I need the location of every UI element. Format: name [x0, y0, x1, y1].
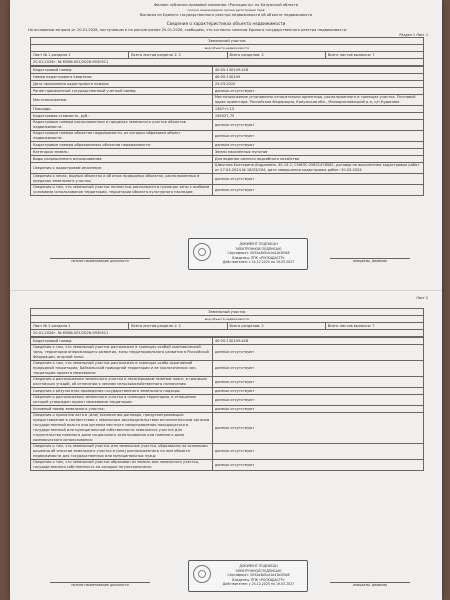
- field-label: Сведения о лесах, водных объектах и об иных природных объектах, расположенных в пределах земельного участка:: [31, 174, 213, 185]
- field-value: 194527,75: [212, 113, 423, 120]
- field-label: Кадастровые номера образованных объектов недвижимости:: [31, 142, 213, 149]
- stamp-line: Действителен: с 24.12.2025 по 19.03.2027: [222, 582, 295, 586]
- stamp-line: ЭЛЕКТРОННОЙ ПОДПИСЬЮ: [235, 246, 282, 251]
- table-row: [31, 113, 424, 120]
- meta-cell: Лист № 2 раздела 1: [31, 323, 129, 330]
- table-row: [31, 106, 424, 113]
- stamp-line: Действителен: с 24.12.2025 по 19.03.2027: [222, 260, 295, 264]
- field-label: Сведения о принятии акта и (или) заключении договора, предусматривающих предоставление в соответствии с земельным законодательством исполнительным органом государственной власти или органом местного самоуправления находящегося в государственной или муниципальной собственности земельного участка для строительства наемного дома социального использования или наемного дома коммерческого использования:: [31, 413, 213, 444]
- page-2: [10, 294, 442, 600]
- stamp-line: Владелец: ППК «РОСКАДАСТР»: [232, 255, 285, 260]
- field-value: данные отсутствуют: [212, 395, 423, 406]
- document-number: 20.01.2026г. № КУВИ-001/2026-9930511: [31, 59, 424, 66]
- field-value: 40:05:130109:428: [212, 338, 423, 345]
- meta-cell: Всего листов выписки: 7: [325, 52, 423, 59]
- field-value: данные отсутствуют: [212, 444, 423, 460]
- table-row: [31, 388, 424, 395]
- field-value: 40:05:130109: [212, 74, 423, 81]
- object-kind-caption: вид объекта недвижимости: [31, 45, 424, 52]
- field-label: Местоположение:: [31, 95, 213, 106]
- table-row: [31, 149, 424, 156]
- stamp-line: Владелец: ППК «РОСКАДАСТР»: [232, 577, 285, 582]
- table-row: [31, 395, 424, 406]
- table-row: [31, 120, 424, 131]
- object-kind: Земельный участок: [31, 38, 424, 45]
- table-row: [31, 406, 424, 413]
- table-row: [31, 174, 424, 185]
- stamp-line: ЭЛЕКТРОННОЙ ПОДПИСЬЮ: [235, 568, 282, 573]
- meta-cell: Всего листов раздела 1: 2: [129, 52, 227, 59]
- table-row: [31, 444, 424, 460]
- field-label: Сведения о расположении земельного участка в лесопарковом зеленом поясе, в границах охотничьих угодий, об отнесении к землям сельскохозяйственного назначения:: [31, 377, 213, 388]
- field-label: Ранее присвоенный государственный учетный номер:: [31, 88, 213, 95]
- field-label: Площадь:: [31, 106, 213, 113]
- field-label: Сведения о том, что земельный участок расположен в границах особо охраняемой природной территории, Байкальской природной территории и ее экологических зон, территории проекта межевания:: [31, 361, 213, 377]
- field-label: Дата присвоения кадастрового номера:: [31, 81, 213, 88]
- field-value: Шмыгова Екатерина Андреевна, 40-15-1, СНИЛС 05831478562, договор на выполнение кадастровых работ от 27.03.2024 № 18/03/204, дата завершения кадастровых работ: 20.03.2024: [212, 163, 423, 174]
- field-label: Сведения о результатах проведения государственного земельного надзора:: [31, 388, 213, 395]
- table-row: [31, 361, 424, 377]
- electronic-signature-stamp: [188, 560, 308, 592]
- field-value: данные отсутствуют: [212, 174, 423, 185]
- table-row: [31, 377, 424, 388]
- page-divider: [10, 290, 442, 291]
- field-label: Сведения о кадастровом инженере:: [31, 163, 213, 174]
- field-value: данные отсутствуют: [212, 413, 423, 444]
- field-label: Кадастровые номера объектов недвижимости, из которых образован объект недвижимости:: [31, 131, 213, 142]
- property-details-table: [30, 337, 424, 471]
- table-row: [31, 185, 424, 196]
- field-value: данные отсутствуют: [212, 361, 423, 377]
- table-row: [31, 156, 424, 163]
- field-value: 40:05:130109:428: [212, 67, 423, 74]
- table-row: [31, 81, 424, 88]
- header-line: Выписка из Единого государственного реестра недвижимости об объекте недвижимости: [139, 13, 313, 17]
- meta-cell: Всего листов раздела 1: 2: [129, 323, 227, 330]
- meta-cell: Лист № 1 раздела 1: [31, 52, 129, 59]
- field-value: данные отсутствуют: [212, 131, 423, 142]
- table-row: [31, 67, 424, 74]
- field-label: Кадастровая стоимость, руб.:: [31, 113, 213, 120]
- registry-header: [10, 3, 442, 18]
- field-value: данные отсутствуют: [212, 88, 423, 95]
- field-label: Виды разрешенного использования:: [31, 156, 213, 163]
- preamble-text: На основании запроса от 20.01.2026, поступившего на рассмотрение 20.01.2026, сообщаем, что согласно записям Единого государственного реестра недвижимости:: [28, 28, 348, 32]
- field-value: данные отсутствуют: [212, 120, 423, 131]
- document-sheet: [10, 0, 442, 600]
- table-row: [31, 88, 424, 95]
- table-row: [31, 142, 424, 149]
- page-1: [10, 0, 442, 285]
- field-value: данные отсутствуют: [212, 406, 423, 413]
- signature-position-caption: полное наименование должности: [50, 258, 150, 263]
- emblem-icon: [193, 565, 211, 583]
- form-label: Раздел 1 Лист 1: [399, 33, 428, 37]
- field-label: Сведения о том, что земельный участок полностью расположен в границах зоны с особыми условиями использования территории, территории объекта культурного наследия:: [31, 185, 213, 196]
- object-kind: Земельный участок: [31, 309, 424, 316]
- stamp-line: ДОКУМЕНТ ПОДПИСАН: [239, 242, 278, 246]
- field-value: Для ведения личного подсобного хозяйства: [212, 156, 423, 163]
- meta-cell: Всего листов выписки: 7: [325, 323, 423, 330]
- table-row: [31, 345, 424, 361]
- field-value: данные отсутствуют: [212, 377, 423, 388]
- table-row: [31, 131, 424, 142]
- field-label: Кадастровые номера расположенных в пределах земельного участка объектов недвижимости:: [31, 120, 213, 131]
- field-value: данные отсутствуют: [212, 185, 423, 196]
- object-kind-table: [30, 308, 424, 337]
- field-value: данные отсутствуют: [212, 388, 423, 395]
- field-value: 25.03.2020: [212, 81, 423, 88]
- table-row: [31, 413, 424, 444]
- form-label: Лист 2: [416, 296, 428, 300]
- field-label: Сведения о том, что земельный участок образован из земель или земельного участка, государственная собственность на которые не разграничена:: [31, 460, 213, 471]
- signature-name-caption: инициалы, фамилия: [330, 258, 410, 263]
- field-label: Кадастровый номер:: [31, 67, 213, 74]
- stamp-line: ДОКУМЕНТ ПОДПИСАН: [239, 564, 278, 568]
- field-value: Местоположение установлено относительно ориентира, расположенного в границах участка. Почтовый адрес ориентира: Российская Федерация, Калужская обл., Малоярославецкий р-н, с/п Кудиново: [212, 95, 423, 106]
- stamp-line: Сертификат: 0092a4b5cd1e41b2f0d8: [227, 573, 290, 577]
- emblem-icon: [193, 243, 211, 261]
- field-value: данные отсутствуют: [212, 460, 423, 471]
- document-title: Сведения о характеристиках объекта недвижимости: [166, 21, 286, 26]
- electronic-signature-stamp: [188, 238, 308, 270]
- table-row: [31, 163, 424, 174]
- table-row: [31, 338, 424, 345]
- field-value: данные отсутствуют: [212, 345, 423, 361]
- meta-cell: Всего разделов: 2: [227, 52, 325, 59]
- property-details-table: [30, 66, 424, 196]
- meta-cell: Всего разделов: 2: [227, 323, 325, 330]
- field-label: Категория земель:: [31, 149, 213, 156]
- field-value: 1367+/-13: [212, 106, 423, 113]
- field-label: Сведения о расположении земельного участка в границах территории, в отношении которой утвержден проект межевания территории:: [31, 395, 213, 406]
- field-label: Сведения о том, что земельный участок или земельные участки, образованы на основании решения об изъятии земельного участка и (или) расположенного на нем объекта недвижимости для государственных или муниципальных нужд:: [31, 444, 213, 460]
- object-kind-caption: вид объекта недвижимости: [31, 316, 424, 323]
- field-label: Сведения о том, что земельный участок расположен в границах особой экономической зоны, территории опережающего развития, зоны территориального развития в Российской Федерации, игорной зоны:: [31, 345, 213, 361]
- object-kind-table: [30, 37, 424, 66]
- document-number: 20.01.2026г. № КУВИ-001/2026-9930511: [31, 330, 424, 337]
- signature-name-caption: инициалы, фамилия: [330, 582, 410, 587]
- header-line: полное наименование органа регистрации прав: [187, 8, 265, 12]
- field-value: Земли населённых пунктов: [212, 149, 423, 156]
- field-label: Кадастровый номер:: [31, 338, 213, 345]
- stamp-line: Сертификат: 0092a4b5cd1e41b2f0d8: [227, 251, 290, 255]
- table-row: [31, 95, 424, 106]
- field-label: Номер кадастрового квартала:: [31, 74, 213, 81]
- field-label: Условный номер земельного участка:: [31, 406, 213, 413]
- field-value: данные отсутствуют: [212, 142, 423, 149]
- header-line: Филиал публично-правовой компании «Роскадастр» по Калужской области: [153, 3, 299, 7]
- signature-position-caption: полное наименование должности: [50, 582, 150, 587]
- table-row: [31, 74, 424, 81]
- table-row: [31, 460, 424, 471]
